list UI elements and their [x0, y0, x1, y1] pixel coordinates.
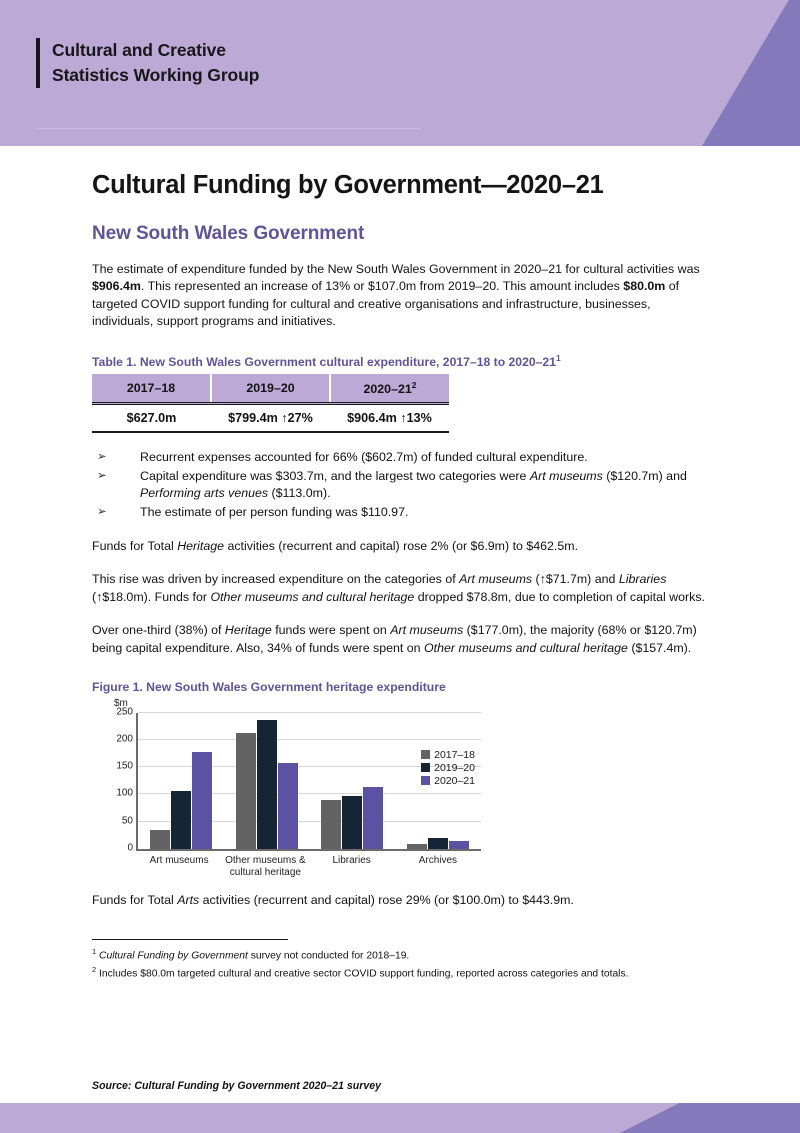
chart-bar — [449, 841, 469, 849]
chart-x-tick-line: Archives — [418, 854, 458, 866]
chart-bar — [321, 800, 341, 848]
chart-x-axis-labels — [136, 855, 481, 880]
intro-amount-covid: $80.0m — [623, 279, 666, 294]
chart-unit-label: $m — [114, 697, 128, 709]
chart-plot-area — [116, 706, 481, 854]
chart-bar — [150, 830, 170, 849]
page-title: Cultural Funding by Government—2020–21 — [92, 171, 604, 199]
chart-bar — [342, 796, 362, 848]
chart-legend-label: 2020–21 — [434, 774, 475, 787]
intro-text-b: . This represented an increase of 13% or $107.0m from 2019–20. This amount includes — [140, 279, 624, 294]
list-item-text-b: ($120.7m) and — [602, 468, 687, 483]
table-caption-footnote-ref: 1 — [555, 353, 561, 364]
footnote-1-text: survey not conducted for 2018–19. — [247, 950, 410, 962]
arts-text-b: activities (recurrent and capital) rose 29% (or $100.0m) to $443.9m. — [199, 892, 574, 907]
heritage-expenditure-chart — [100, 698, 490, 878]
chart-x-tick-line: Art museums — [149, 854, 209, 866]
arrow-bullet-icon: ➢ — [97, 506, 107, 519]
chart-y-tick-label: 250 — [116, 706, 133, 718]
drivers-text-d: dropped $78.8m, due to completion of capital works. — [414, 589, 705, 604]
breakdown-emphasis-3: Other museums and cultural heritage — [424, 641, 628, 656]
list-item-emphasis-2: Performing arts venues — [140, 486, 269, 501]
page-content — [0, 146, 800, 982]
organisation-logo — [36, 38, 259, 88]
table-header-row — [92, 374, 449, 404]
drivers-emphasis-2: Libraries — [618, 572, 667, 587]
logo-line-2: Statistics Working Group — [52, 64, 260, 85]
chart-legend — [421, 749, 475, 787]
breakdown-text-b: funds were spent on — [271, 623, 391, 638]
chart-y-tick-label: 50 — [121, 815, 133, 827]
logo-text — [52, 38, 259, 88]
list-item — [92, 449, 706, 467]
footnote-1-marker: 1 — [92, 947, 97, 957]
chart-legend-swatch — [421, 750, 430, 759]
drivers-emphasis-3: Other museums and cultural heritage — [210, 589, 415, 604]
footnote-1 — [92, 947, 706, 964]
arrow-bullet-icon: ➢ — [97, 469, 107, 482]
arts-total-paragraph — [92, 892, 706, 910]
table-header-2019-20: 2019–20 — [211, 374, 330, 404]
page-subtitle: New South Wales Government — [92, 222, 365, 244]
list-item-text: Recurrent expenses accounted for 66% ($602.7m) of funded cultural expenditure. — [140, 450, 588, 465]
cultural-expenditure-table — [92, 374, 449, 433]
chart-bar — [363, 787, 383, 849]
chart-legend-swatch — [421, 776, 430, 785]
drivers-text-a: This rise was driven by increased expenditure on the categories of — [92, 572, 460, 587]
list-item-text-a: Capital expenditure was $303.7m, and the largest two categories were — [140, 468, 530, 483]
heritage-emphasis: Heritage — [177, 538, 225, 553]
chart-bar-group — [310, 713, 396, 849]
figure-caption: Figure 1. New South Wales Government heritage expenditure — [92, 679, 446, 694]
table-cell-2019-20: $799.4m ↑27% — [211, 404, 330, 433]
list-item-text-c: ($113.0m). — [268, 486, 331, 501]
table-cell-2020-21: $906.4m ↑13% — [330, 404, 449, 433]
footnote-separator — [92, 939, 288, 940]
footnote-2-text: Includes $80.0m targeted cultural and creative sector COVID support funding, reported across categories and totals. — [99, 968, 629, 980]
list-item — [92, 504, 706, 522]
table-caption — [92, 353, 706, 369]
source-line: Source: Cultural Funding by Government 2020–21 survey — [92, 1080, 382, 1092]
chart-legend-label: 2019–20 — [434, 761, 475, 774]
drivers-emphasis-1: Art museums — [459, 572, 533, 587]
heritage-drivers-paragraph — [92, 571, 706, 606]
chart-legend-swatch — [421, 763, 430, 772]
breakdown-emphasis-2: Art museums — [390, 623, 464, 638]
arts-emphasis: Arts — [177, 892, 200, 907]
chart-legend-item — [421, 762, 475, 774]
header-hairline — [36, 128, 421, 129]
drivers-text-b: (↑$71.7m) and — [532, 572, 619, 587]
table-caption-text: Table 1. New South Wales Government cultural expenditure, 2017–18 to 2020–21 — [92, 355, 556, 370]
footnote-2-marker: 2 — [92, 964, 97, 974]
chart-y-tick-label: 200 — [116, 733, 133, 745]
chart-bar-group — [138, 713, 224, 849]
chart-bar-group — [224, 713, 310, 849]
breakdown-text-d: ($157.4m). — [627, 641, 692, 656]
chart-x-tick-label — [309, 855, 395, 880]
table-header-2020-21 — [330, 374, 449, 404]
chart-legend-item — [421, 775, 475, 787]
breakdown-emphasis-1: Heritage — [224, 623, 272, 638]
table-header-2017-18: 2017–18 — [92, 374, 211, 404]
breakdown-text-c: ($177.0m), the majority (68% or $120.7m) being capital expenditure. Also, 34% of funds were spent on — [92, 623, 697, 656]
chart-bar — [236, 733, 256, 849]
drivers-text-c: (↑$18.0m). Funds for — [92, 589, 211, 604]
chart-x-tick-line: Libraries — [332, 854, 371, 866]
intro-paragraph — [92, 261, 706, 331]
table-row — [92, 404, 449, 433]
chart-x-tick-line: cultural heritage — [229, 867, 301, 879]
chart-y-tick-label: 100 — [116, 787, 133, 799]
intro-text-c: of targeted COVID support funding for cultural and creative organisations and infrastructure, businesses, individuals, support programs and initiatives. — [92, 279, 680, 329]
chart-bar — [257, 720, 277, 848]
footnote-1-emphasis: Cultural Funding by Government — [99, 950, 248, 962]
heritage-total-paragraph — [92, 538, 706, 556]
chart-x-tick-label — [136, 855, 222, 880]
breakdown-text-a: Over one-third (38%) of — [92, 623, 225, 638]
arrow-bullet-icon: ➢ — [97, 451, 107, 464]
arts-text-a: Funds for Total — [92, 892, 178, 907]
chart-x-tick-line: Other museums & — [225, 854, 306, 866]
chart-y-tick-label: 150 — [116, 760, 133, 772]
intro-amount-total: $906.4m — [92, 279, 141, 294]
list-item — [92, 468, 706, 503]
chart-bar — [278, 763, 298, 849]
header-diagonal-accent — [660, 0, 800, 146]
chart-y-tick-label: 0 — [127, 842, 133, 854]
chart-bar — [428, 838, 448, 848]
key-findings-list — [92, 449, 706, 521]
table-header-footnote-ref: 2 — [411, 380, 417, 391]
heritage-breakdown-paragraph — [92, 622, 706, 657]
chart-x-tick-label — [395, 855, 481, 880]
chart-bar — [407, 844, 427, 849]
footnote-2 — [92, 965, 706, 982]
heritage-text-a: Funds for Total — [92, 538, 178, 553]
heritage-text-b: activities (recurrent and capital) rose 2% (or $6.9m) to $462.5m. — [224, 538, 579, 553]
chart-legend-label: 2017–18 — [434, 748, 475, 761]
chart-bar — [171, 791, 191, 849]
logo-vertical-rule — [36, 38, 40, 88]
page-footer — [0, 1103, 800, 1133]
table-cell-2017-18: $627.0m — [92, 404, 211, 433]
list-item-text: The estimate of per person funding was $110.97. — [140, 505, 409, 520]
chart-x-tick-label — [222, 855, 308, 880]
chart-bar — [192, 752, 212, 849]
page-header — [0, 0, 800, 146]
chart-legend-item — [421, 749, 475, 761]
table-header-2020-21-label: 2020–21 — [363, 382, 412, 397]
intro-text-a: The estimate of expenditure funded by the New South Wales Government in 2020–21 for cultural activities was — [92, 261, 700, 276]
list-item-emphasis-1: Art museums — [529, 468, 603, 483]
logo-line-1: Cultural and Creative — [52, 40, 226, 60]
